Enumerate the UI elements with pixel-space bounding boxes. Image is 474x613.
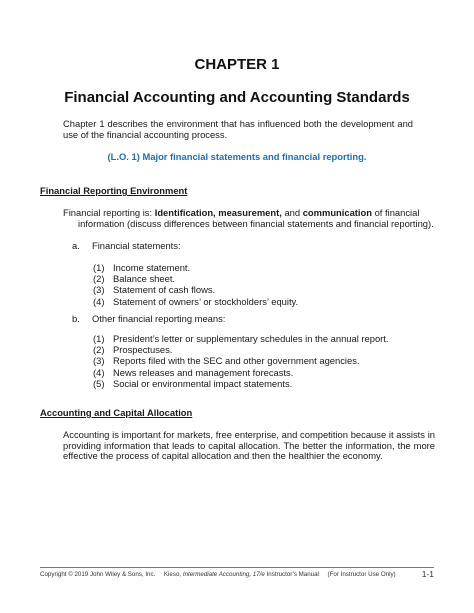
financial-statements-list <box>93 262 298 307</box>
capital-allocation-paragraph: Accounting is important for markets, free enterprise, and competition because it assists in providing information that leads to capital allocation. The better the information, the more effective the process of capital allocation and then the healthier the economy. <box>63 429 435 461</box>
list-item-number: (2) <box>93 273 105 285</box>
para-prefix: Financial reporting is: <box>63 207 155 218</box>
list-item-text: Social or environmental impact statements. <box>113 377 293 389</box>
chapter-label: CHAPTER 1 <box>194 56 280 73</box>
section-heading-financial-reporting: Financial Reporting Environment <box>40 185 188 196</box>
list-item <box>93 333 389 344</box>
footer-divider <box>40 567 434 568</box>
list-item-number: (1) <box>93 262 105 273</box>
page-number: 1-1 <box>421 569 434 579</box>
para-and: and <box>281 207 303 218</box>
footer-book-suffix: Instructor’s Manual <box>264 571 319 578</box>
list-item <box>93 262 298 273</box>
list-item <box>93 378 389 389</box>
list-item <box>93 355 389 366</box>
subitem-b-marker: b. <box>72 313 80 324</box>
section-heading-capital-allocation: Accounting and Capital Allocation <box>40 407 193 418</box>
para-bold-communication: communication <box>302 207 372 218</box>
subitem-b-label: Other financial reporting means: <box>92 313 226 324</box>
para-bold-terms: Identification, measurement, <box>154 207 282 218</box>
list-item-number: (3) <box>93 355 105 367</box>
list-item <box>93 367 389 378</box>
list-item <box>93 284 298 295</box>
financial-reporting-paragraph <box>63 208 434 229</box>
footer-text <box>40 571 396 578</box>
footer-book-title: Intermediate Accounting, 17/e <box>182 571 265 578</box>
list-item-text: Prospectuses. <box>113 344 173 356</box>
list-item <box>93 296 298 307</box>
learning-objective: (L.O. 1) Major financial statements and financial reporting. <box>107 151 367 162</box>
para-continuation: information (discuss differences between financial statements and financial reporting). <box>78 217 434 229</box>
list-item-text: Statement of cash flows. <box>113 284 216 296</box>
list-item-number: (2) <box>93 344 105 356</box>
para-rest: of financial <box>371 207 420 218</box>
chapter-title: Financial Accounting and Accounting Standards <box>64 89 410 106</box>
list-item-number: (3) <box>93 284 105 296</box>
list-item-text: Statement of owners’ or stockholders’ equity. <box>113 295 299 307</box>
footer-copyright: Copyright © 2019 John Wiley & Sons, Inc. <box>40 571 156 578</box>
subitem-a-marker: a. <box>72 240 80 251</box>
intro-paragraph: Chapter 1 describes the environment that has influenced both the development and use of the financial accounting process. <box>63 118 413 140</box>
footer-usage: (For Instructor Use Only) <box>327 571 396 578</box>
list-item-text: News releases and management forecasts. <box>113 366 294 378</box>
other-reporting-list <box>93 333 389 389</box>
list-item <box>93 273 298 284</box>
list-item-text: President’s letter or supplementary schedules in the annual report. <box>113 333 389 344</box>
list-item-number: (1) <box>93 333 105 344</box>
list-item-text: Reports filed with the SEC and other government agencies. <box>113 355 360 367</box>
list-item-number: (4) <box>93 295 105 307</box>
list-item <box>93 344 389 355</box>
footer-book-prefix: Kieso, <box>163 571 183 578</box>
list-item-text: Income statement. <box>113 262 191 273</box>
subitem-a-label: Financial statements: <box>92 240 181 251</box>
list-item-number: (4) <box>93 366 105 378</box>
subitem-b <box>72 313 225 324</box>
list-item-text: Balance sheet. <box>113 273 176 285</box>
subitem-a <box>72 240 181 251</box>
list-item-number: (5) <box>93 377 105 389</box>
